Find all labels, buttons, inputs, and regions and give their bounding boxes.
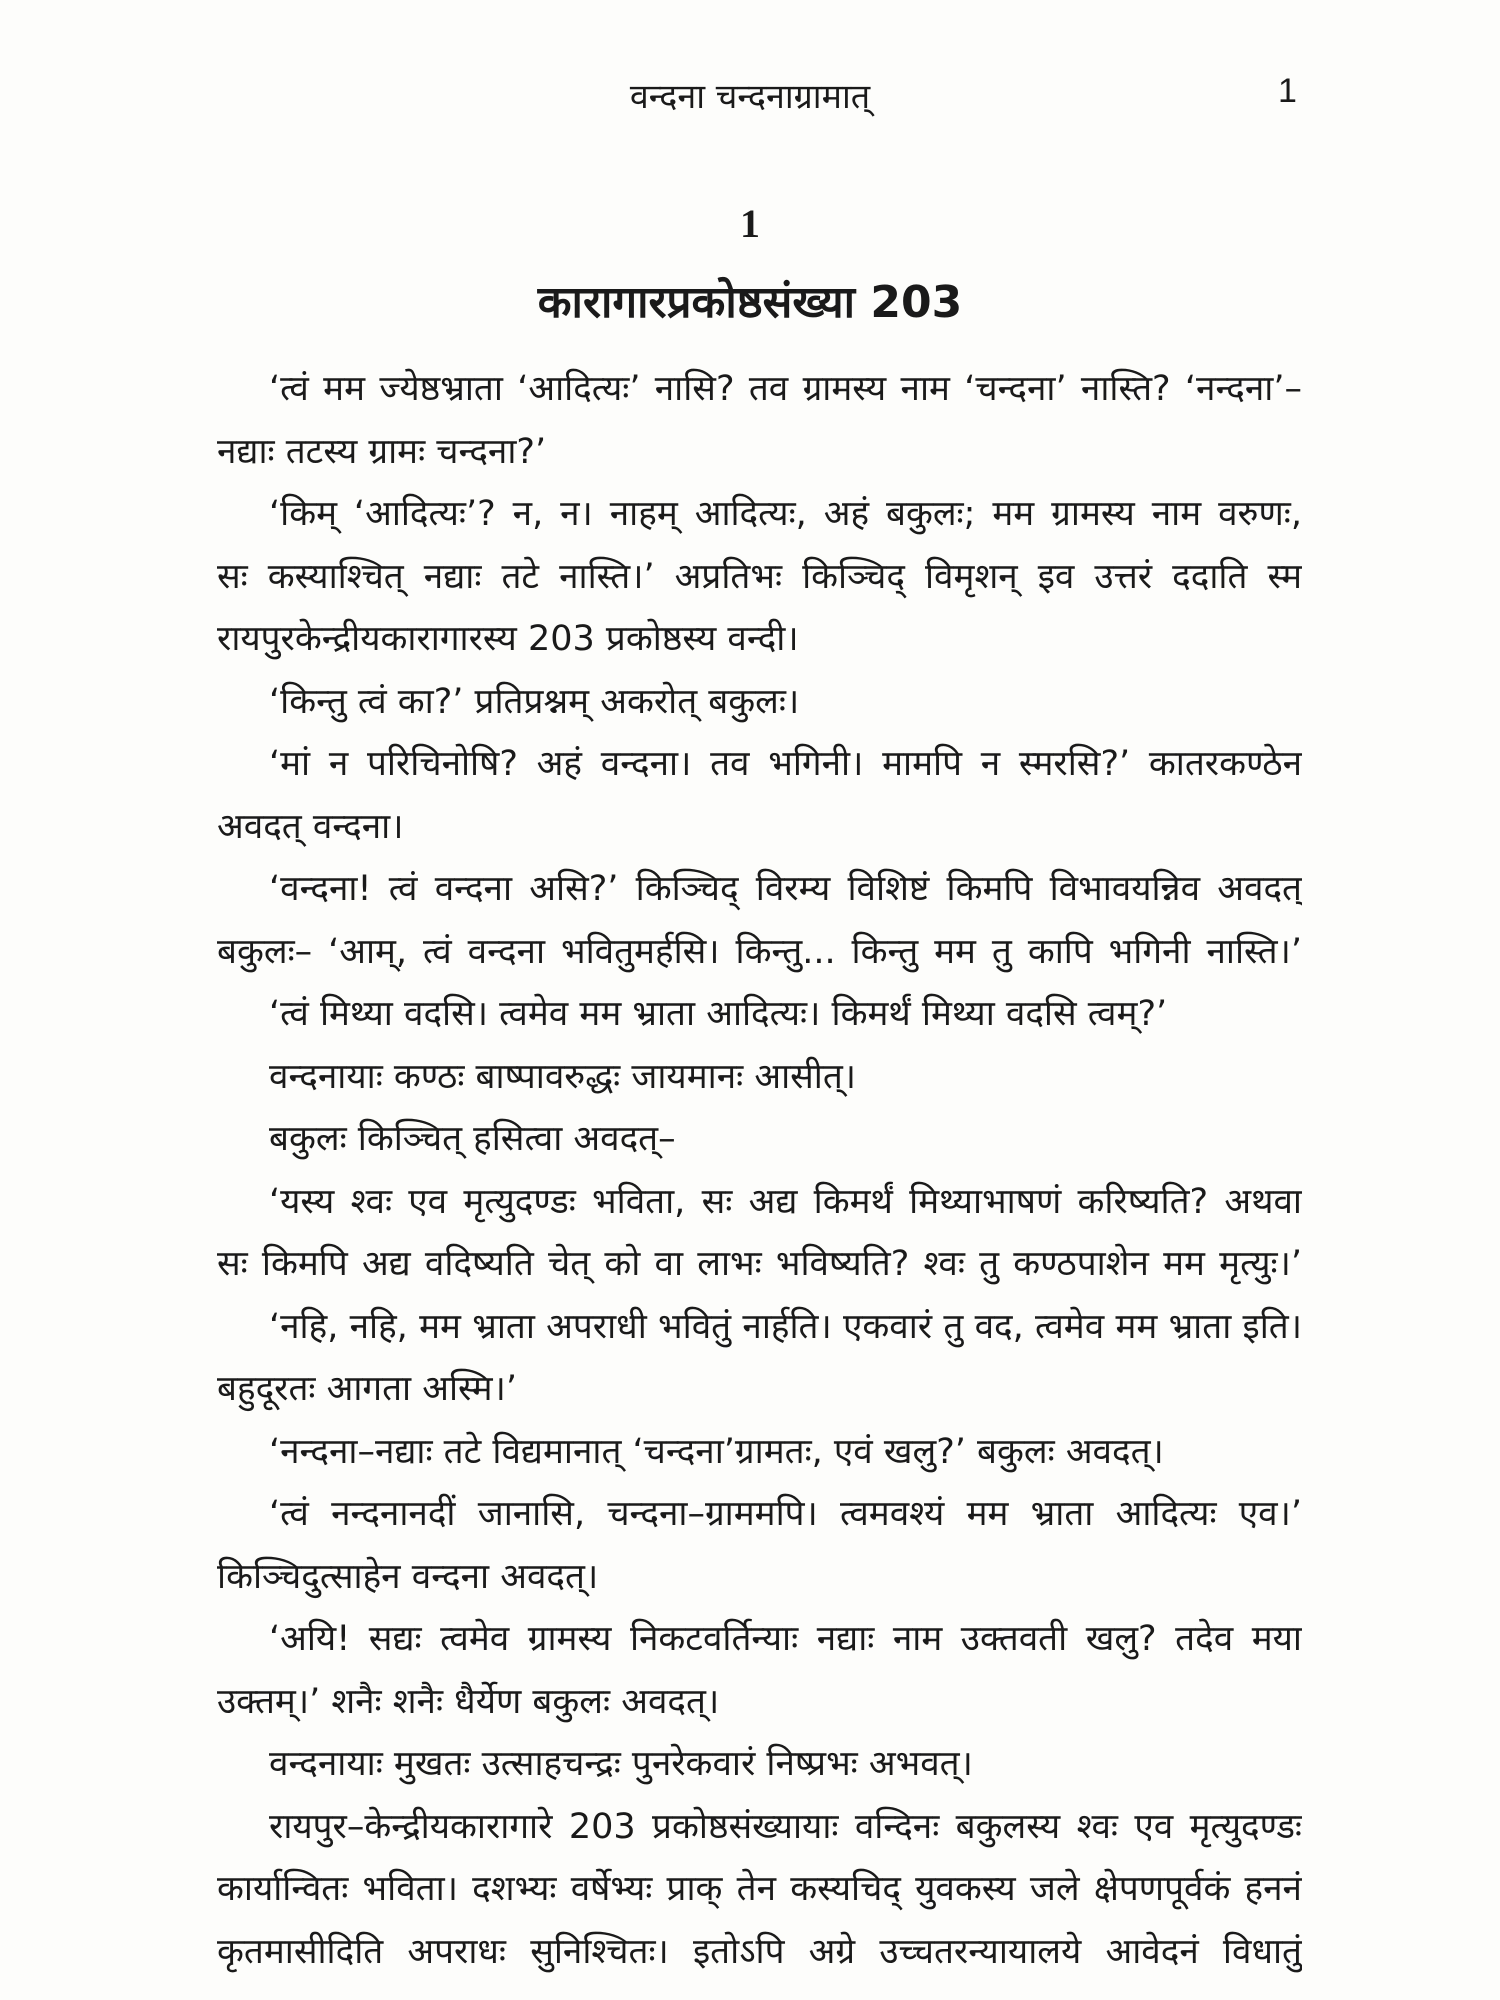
text-line: सः कस्याश्चित् नद्याः तटे नास्ति।’ अप्रतिभः किञ्चिद् विमृशन् इव उत्तरं ददाति स्म <box>217 556 1302 597</box>
text-line: रायपुर–केन्द्रीयकारागारे 203 प्रकोष्ठसंख्यायाः वन्दिनः बकुलस्य श्वः एव मृत्युदण्डः <box>269 1806 1302 1847</box>
text-line: नद्याः तटस्य ग्रामः चन्दना?’ <box>217 431 547 472</box>
text-line: वन्दनायाः कण्ठः बाष्पावरुद्धः जायमानः आसीत्। <box>269 1056 857 1097</box>
text-line: ‘मां न परिचिनोषि? अहं वन्दना। तव भगिनी। मामपि न स्मरसि?’ कातरकण्ठेन <box>269 744 1302 784</box>
text-line: ‘वन्दना! त्वं वन्दना असि?’ किञ्चिद् विरम्य विशिष्टं किमपि विभावयन्निव अवदत् <box>269 869 1302 909</box>
text-line: ‘त्वं मम ज्येष्ठभ्राता ‘आदित्यः’ नासि? तव ग्रामस्य नाम ‘चन्दना’ नास्ति? ‘नन्दना’– <box>269 369 1302 409</box>
text-line: ‘त्वं मिथ्या वदसि। त्वमेव मम भ्राता आदित्यः। किमर्थं मिथ्या वदसि त्वम्?’ <box>269 994 1168 1034</box>
text-line: अवदत् वन्दना। <box>217 806 404 847</box>
text-line: कृतमासीदिति अपराधः सुनिश्चितः। इतोऽपि अग्रे उच्चतरन्यायालये आवेदनं विधातुं <box>217 1931 1302 1972</box>
text-line: कार्यान्वितः भविता। दशभ्यः वर्षेभ्यः प्राक् तेन कस्यचिद् युवकस्य जले क्षेपणपूर्वकं हननं <box>217 1869 1302 1909</box>
text-line: ‘किन्तु त्वं का?’ प्रतिप्रश्नम् अकरोत् बकुलः। <box>269 681 800 722</box>
text-line: वन्दनायाः मुखतः उत्साहचन्द्रः पुनरेकवारं निष्प्रभः अभवत्। <box>269 1744 973 1784</box>
text-line: ‘नहि, नहि, मम भ्राता अपराधी भवितुं नार्हति। एकवारं तु वद, त्वमेव मम भ्राता इति। <box>269 1306 1302 1347</box>
text-line: ‘अयि! सद्यः त्वमेव ग्रामस्य निकटवर्तिन्याः नद्याः नाम उक्तवती खलु? तदेव मया <box>269 1619 1302 1659</box>
chapter-number: 1 <box>740 201 760 246</box>
text-line: बहुदूरतः आगता अस्मि।’ <box>217 1369 517 1409</box>
page-number: 1 <box>1278 72 1297 110</box>
text-line: ‘यस्य श्वः एव मृत्युदण्डः भविता, सः अद्य किमर्थं मिथ्याभाषणं करिष्यति? अथवा <box>269 1181 1302 1222</box>
text-line: उक्तम्।’ शनैः शनैः धैर्येण बकुलः अवदत्। <box>217 1681 720 1722</box>
text-line: सः किमपि अद्य वदिष्यति चेत् को वा लाभः भविष्यति? श्वः तु कण्ठपाशेन मम मृत्युः।’ <box>217 1244 1302 1284</box>
text-line: ‘त्वं नन्दनानदीं जानासि, चन्दना–ग्राममपि। त्वमवश्यं मम भ्राता आदित्यः एव।’ <box>269 1494 1302 1534</box>
running-header: वन्दना चन्दनाग्रामात् <box>629 77 871 117</box>
body-text <box>217 358 1302 1983</box>
chapter-title: कारागारप्रकोष्ठसंख्या 203 <box>537 277 963 328</box>
text-line: किञ्चिदुत्साहेन वन्दना अवदत्। <box>217 1556 599 1597</box>
text-line: ‘नन्दना–नद्याः तटे विद्यमानात् ‘चन्दना’ग्रामतः, एवं खलु?’ बकुलः अवदत्। <box>269 1431 1164 1472</box>
text-line: बकुलः किञ्चित् हसित्वा अवदत्– <box>269 1119 676 1159</box>
text-line: रायपुरकेन्द्रीयकारागारस्य 203 प्रकोष्ठस्य वन्दी। <box>217 619 799 659</box>
text-line: ‘किम् ‘आदित्यः’? न, न। नाहम् आदित्यः, अहं बकुलः; मम ग्रामस्य नाम वरुणः, <box>269 494 1302 534</box>
text-line: बकुलः– ‘आम्, त्वं वन्दना भवितुमर्हसि। किन्तु... किन्तु मम तु कापि भगिनी नास्ति।’ <box>217 931 1302 972</box>
